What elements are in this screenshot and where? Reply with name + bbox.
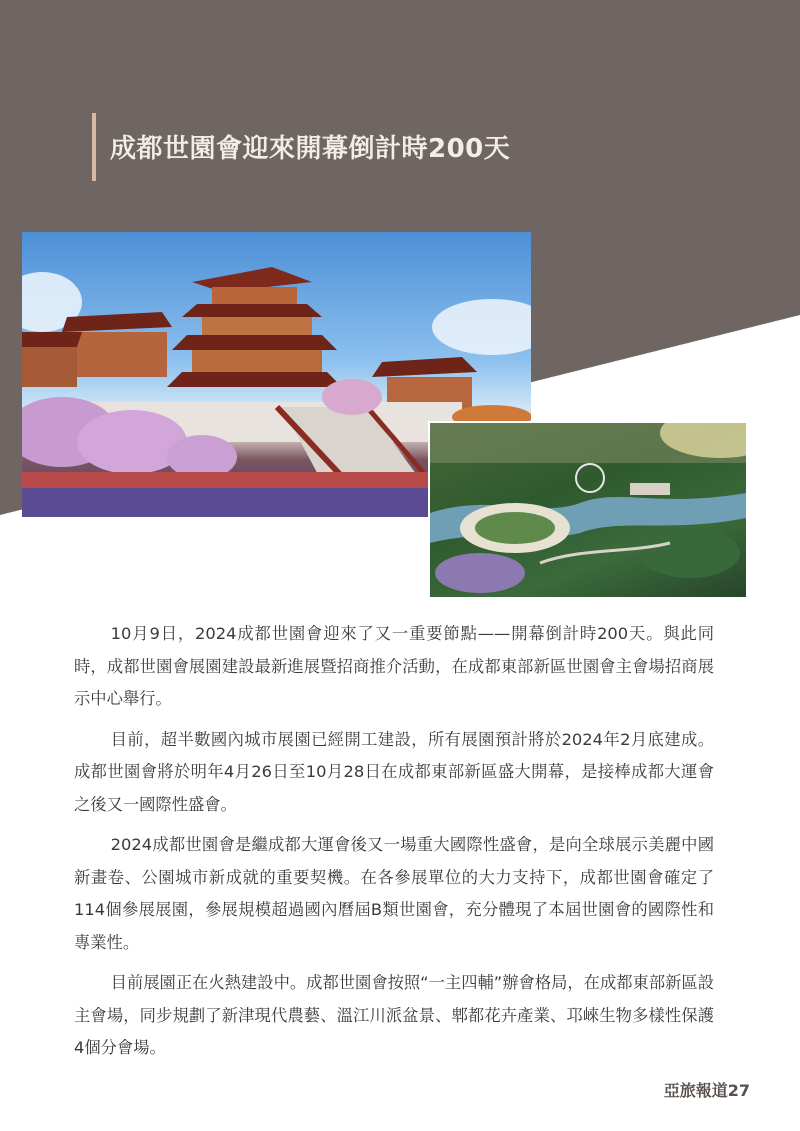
page-footer-label: 亞旅報道27: [663, 1081, 750, 1100]
title-accent-bar: [92, 113, 96, 181]
aerial-park-photo: [428, 421, 748, 599]
article-paragraph: 10月9日，2024成都世園會迎來了又一重要節點——開幕倒計時200天。與此同時，成都世園會展園建設最新進展暨招商推介活動，在成都東部新區世園會主會場招商展示中心舉行。: [74, 624, 714, 708]
article-paragraph: 目前展園正在火熱建設中。成都世園會按照“一主四輔”辦會格局，在成都東部新區設主會場，同步規劃了新津現代農藝、溫江川派盆景、郫都花卉產業、邛崍生物多樣性保護4個分會場。: [74, 973, 714, 1057]
page-title: 成都世園會迎來開幕倒計時200天: [110, 134, 511, 164]
article-body: [74, 618, 714, 1073]
article-paragraph: 2024成都世園會是繼成都大運會後又一場重大國際性盛會，是向全球展示美麗中國新畫卷、公園城市新成就的重要契機。在各參展單位的大力支持下，成都世園會確定了114個參展展園，參展規模超過國內曆屆B類世園會，充分體現了本屆世園會的國際性和專業性。: [74, 835, 714, 952]
article-paragraph: 目前，超半數國內城市展園已經開工建設，所有展園預計將於2024年2月底建成。成都世園會將於明年4月26日至10月28日在成都東部新區盛大開幕，是接棒成都大運會之後又一國際性盛會。: [74, 729, 714, 814]
